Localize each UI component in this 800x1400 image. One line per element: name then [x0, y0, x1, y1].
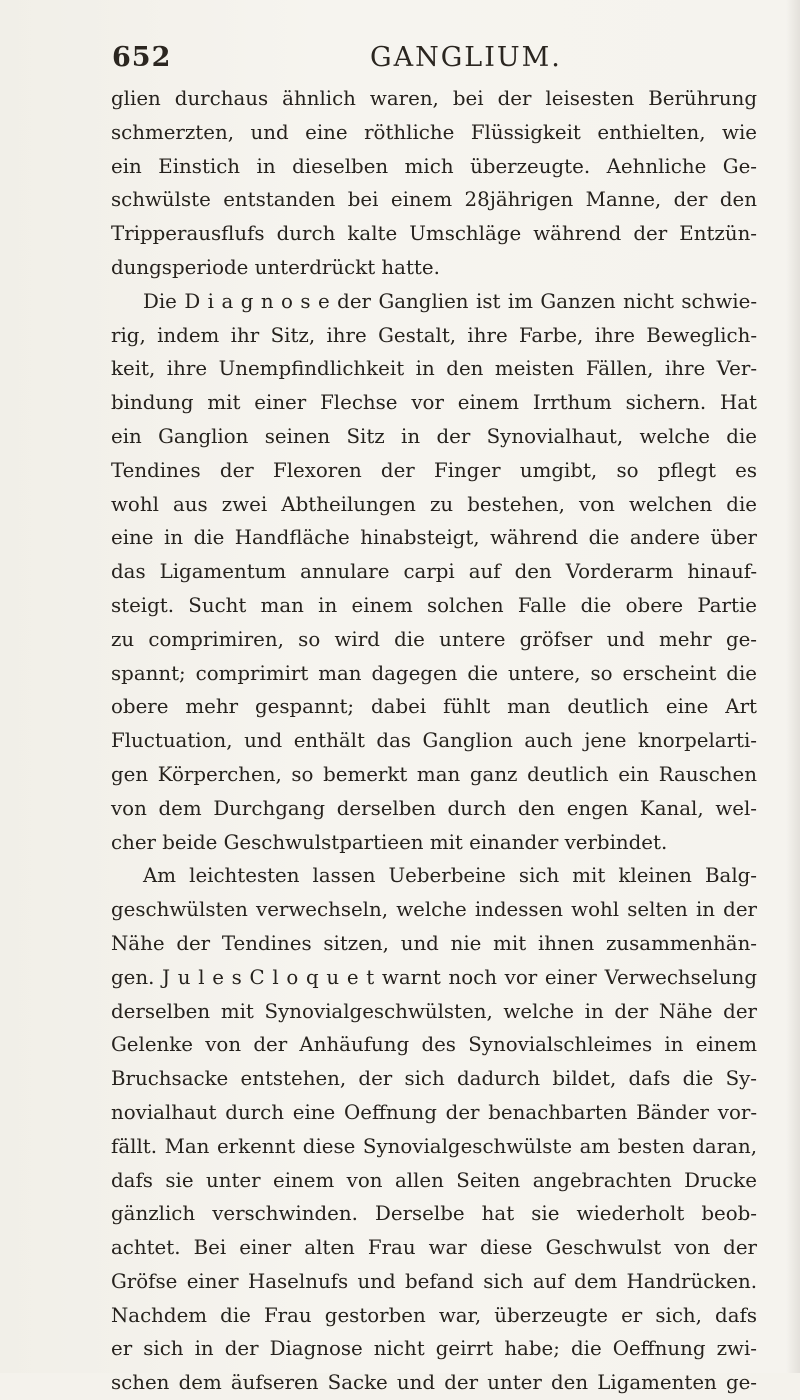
text-line: Fluctuation, und enthält das Ganglion auch jene knorpelarti- — [111, 729, 757, 753]
text-line: ein Ganglion seinen Sitz in der Synovialhaut, welche die — [111, 424, 757, 448]
text-line: spannt; comprimirt man dagegen die untere, so erscheint die — [111, 661, 757, 685]
text-line: cher beide Geschwulstpartieen mit einander verbindet. — [111, 830, 668, 854]
text-line: fällt. Man erkennt diese Synovialgeschwülste am besten daran, — [111, 1134, 757, 1158]
text-line: dungsperiode unterdrückt hatte. — [111, 255, 440, 279]
running-title: GANGLIUM. — [370, 42, 562, 73]
text-line: schmerzten, und eine röthliche Flüssigkeit enthielten, wie — [111, 120, 757, 144]
text-line: keit, ihre Unempfindlichkeit in den meisten Fällen, ihre Ver- — [111, 357, 757, 381]
text-line: schen dem äufseren Sacke und der unter den Ligamenten ge- — [111, 1371, 757, 1395]
text-line: obere mehr gespannt; dabei fühlt man deutlich eine Art — [111, 695, 757, 719]
text-line: ein Einstich in dieselben mich überzeugte. Aehnliche Ge- — [111, 154, 757, 178]
text-line: Nachdem die Frau gestorben war, überzeugte er sich, dafs — [111, 1303, 757, 1327]
text-line: Gelenke von der Anhäufung des Synovialschleimes in einem — [111, 1033, 757, 1057]
body-text — [111, 82, 757, 1400]
text-line: wohl aus zwei Abtheilungen zu bestehen, von welchen die — [111, 492, 757, 516]
text-line: er sich in der Diagnose nicht geirrt habe; die Oeffnung zwi- — [111, 1337, 757, 1361]
text-line: Nähe der Tendines sitzen, und nie mit ihnen zusammenhän- — [111, 931, 757, 955]
text-line: schwülste entstanden bei einem 28jährigen Manne, der den — [111, 188, 757, 212]
text-line: Tripperausflufs durch kalte Umschläge während der Entzün- — [111, 222, 757, 246]
text-line: glien durchaus ähnlich waren, bei der leisesten Berührung — [111, 87, 757, 110]
text-line: Am leichtesten lassen Ueberbeine sich mit kleinen Balg- — [143, 864, 757, 888]
text-line: novialhaut durch eine Oeffnung der benachbarten Bänder vor- — [111, 1100, 757, 1124]
text-line: rig, indem ihr Sitz, ihre Gestalt, ihre Farbe, ihre Beweglich- — [111, 323, 757, 347]
text-line: von dem Durchgang derselben durch den engen Kanal, wel- — [111, 796, 757, 820]
text-line: gen. J u l e s C l o q u e t warnt noch vor einer Verwechselung — [111, 965, 757, 989]
text-line: Bruchsacke entstehen, der sich dadurch bildet, dafs die Sy- — [111, 1067, 757, 1091]
page-edge-shadow — [786, 0, 800, 1373]
text-line: gen Körperchen, so bemerkt man ganz deutlich ein Rauschen — [111, 762, 757, 786]
text-line: gänzlich verschwinden. Derselbe hat sie wiederholt beob- — [111, 1202, 757, 1226]
text-line: dafs sie unter einem von allen Seiten angebrachten Drucke — [111, 1168, 757, 1192]
text-line: bindung mit einer Flechse vor einem Irrthum sichern. Hat — [111, 391, 757, 415]
text-line: das Ligamentum annulare carpi auf den Vorderarm hinauf- — [111, 560, 757, 584]
text-line: geschwülsten verwechseln, welche indessen wohl selten in der — [111, 898, 757, 922]
text-line: zu comprimiren, so wird die untere gröfser und mehr ge- — [111, 627, 757, 651]
text-line: steigt. Sucht man in einem solchen Falle die obere Partie — [111, 593, 757, 617]
text-line: Gröfse einer Haselnufs und befand sich auf dem Handrücken. — [111, 1269, 757, 1293]
page-number: 652 — [112, 42, 172, 73]
text-line: Tendines der Flexoren der Finger umgibt, so pflegt es — [111, 458, 757, 482]
text-line: derselben mit Synovialgeschwülsten, welche in der Nähe der — [111, 999, 757, 1023]
text-line: eine in die Handfläche hinabsteigt, während die andere über — [111, 526, 757, 550]
text-line: Die D i a g n o s e der Ganglien ist im Ganzen nicht schwie- — [143, 289, 757, 313]
text-line: achtet. Bei einer alten Frau war diese Geschwulst von der — [111, 1236, 757, 1260]
